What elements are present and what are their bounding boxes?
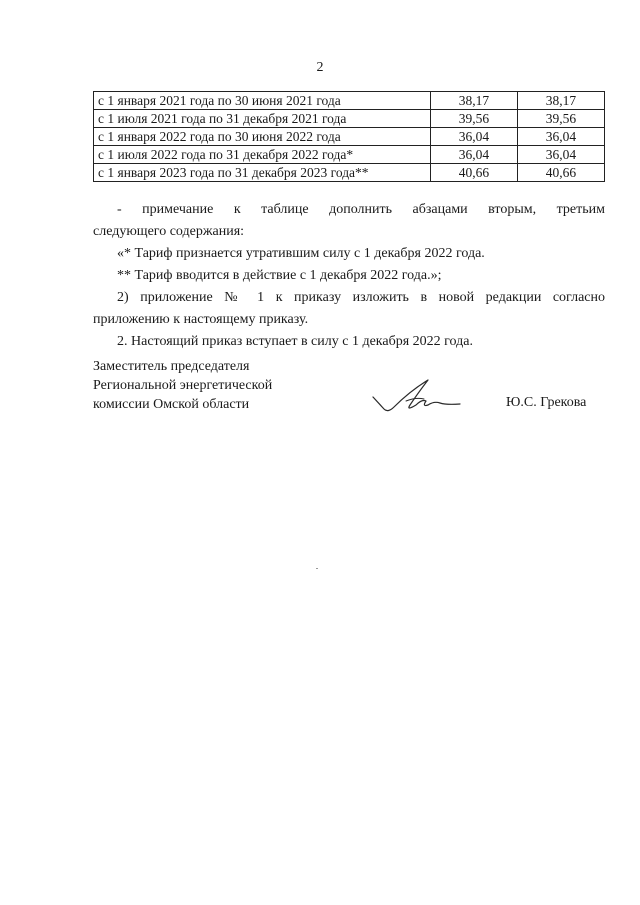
paragraph-note-amendment: - примечание к таблице дополнить абзацами вторым, третьим [117,202,605,217]
signer-title-line: комиссии Омской области [93,397,250,412]
value-cell: 36,04 [430,128,517,146]
paragraph-effective-date: 2. Настоящий приказ вступает в силу с 1 декабря 2022 года. [117,334,473,349]
value-cell: 40,66 [517,164,604,182]
period-cell: с 1 января 2023 года по 31 декабря 2023 года** [94,164,431,182]
signer-name: Ю.С. Грекова [506,395,587,410]
scan-speck [316,568,318,569]
value-cell: 36,04 [517,128,604,146]
signer-title [93,357,272,414]
table-row [94,164,605,182]
value-cell: 36,04 [517,146,604,164]
table-row [94,92,605,110]
value-cell: 40,66 [430,164,517,182]
paragraph-footnote-1: «* Тариф признается утратившим силу с 1 декабря 2022 года. [117,246,485,261]
value-cell: 38,17 [430,92,517,110]
signer-title-line: Заместитель председателя [93,359,250,374]
value-cell: 38,17 [517,92,604,110]
paragraph-note-amendment-cont: следующего содержания: [93,224,245,239]
document-body [93,199,605,353]
signer-title-line: Региональной энергетической [93,378,273,393]
table-row [94,128,605,146]
value-cell: 39,56 [517,110,604,128]
tariff-table [93,91,605,182]
table-row [94,110,605,128]
paragraph-appendix: 2) приложение № 1 к приказу изложить в новой редакции согласно [117,290,605,305]
paragraph-footnote-2: ** Тариф вводится в действие с 1 декабря 2022 года.»; [117,268,442,283]
period-cell: с 1 января 2022 года по 30 июня 2022 года [94,128,431,146]
table-row [94,146,605,164]
value-cell: 39,56 [430,110,517,128]
period-cell: с 1 июля 2021 года по 31 декабря 2021 года [94,110,431,128]
paragraph-appendix-cont: приложению к настоящему приказу. [93,312,309,327]
period-cell: с 1 июля 2022 года по 31 декабря 2022 года* [94,146,431,164]
value-cell: 36,04 [430,146,517,164]
period-cell: с 1 января 2021 года по 30 июня 2021 года [94,92,431,110]
handwritten-signature [370,377,470,415]
page-number: 2 [316,60,324,75]
